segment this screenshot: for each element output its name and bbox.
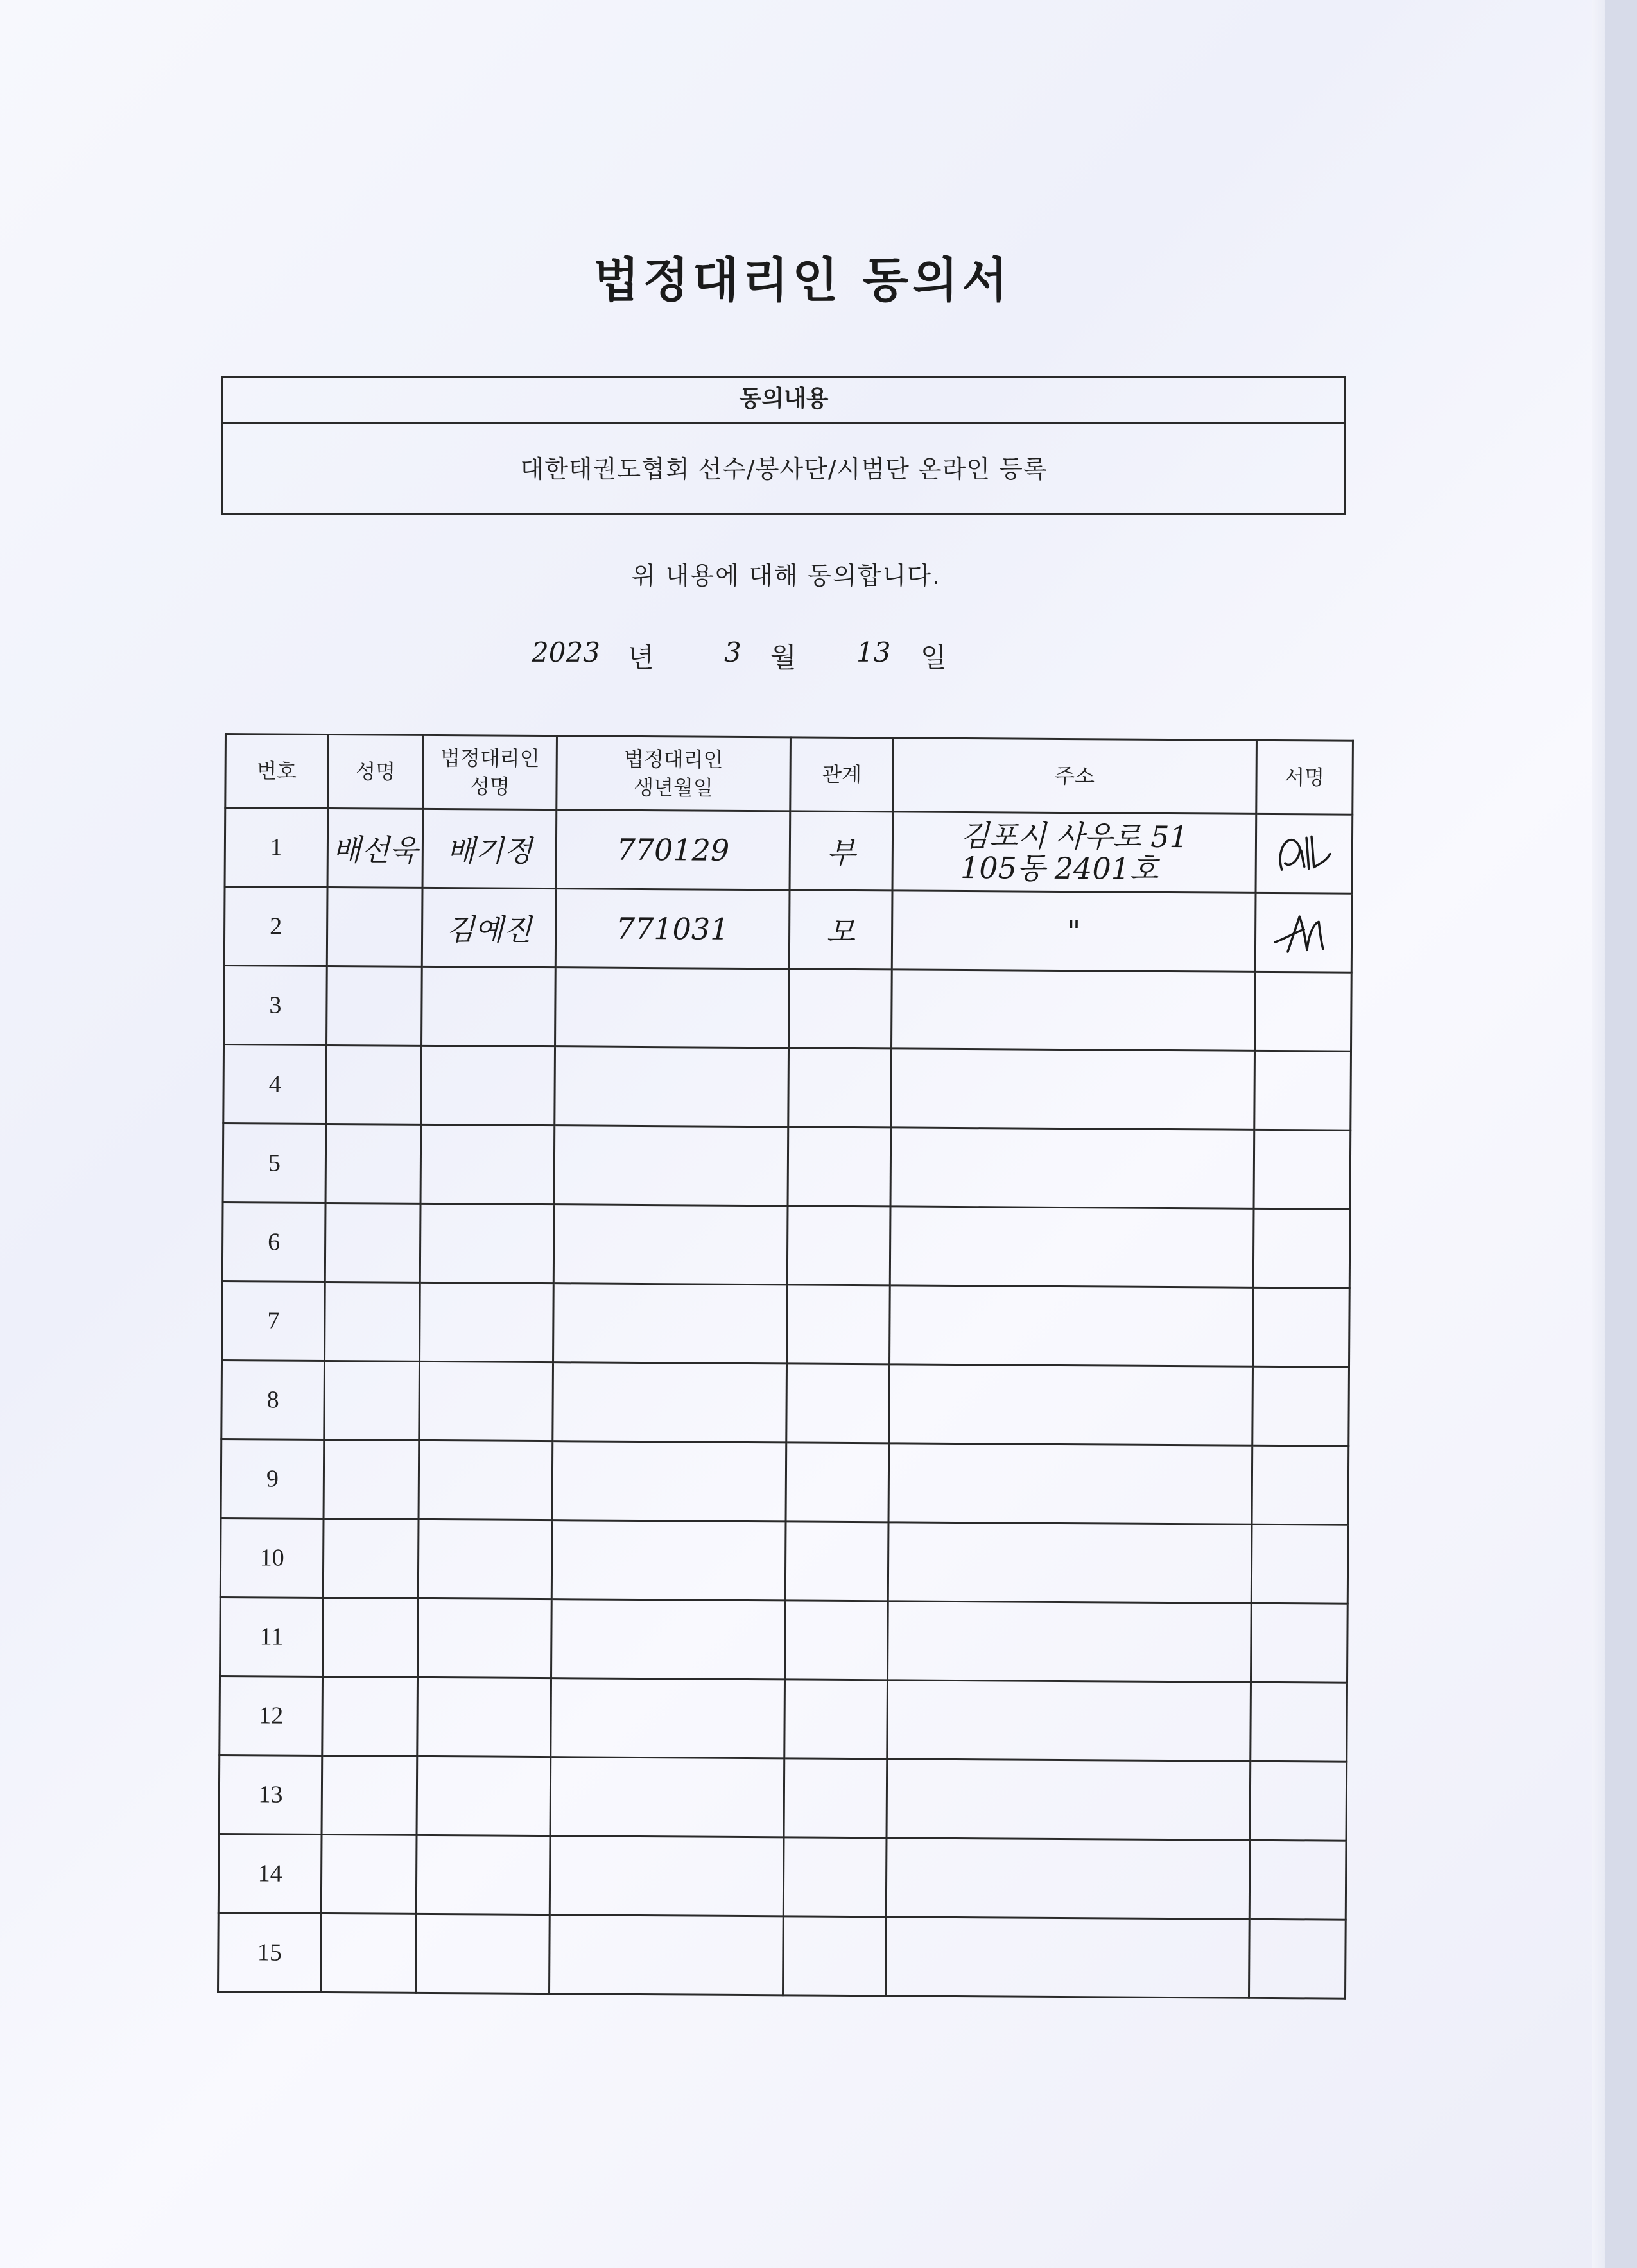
row-guardian-birth-cell	[550, 1757, 784, 1837]
table-row	[221, 1360, 1349, 1446]
row-signature-cell	[1250, 1761, 1347, 1841]
row-name-cell	[326, 1045, 422, 1124]
row-guardian-birth-cell	[550, 1836, 784, 1916]
col-number-header: 번호	[225, 734, 329, 809]
row-address: 김포시 사우로 51 105동 2401호	[960, 818, 1188, 886]
row-number: 8	[221, 1360, 325, 1439]
row-signature-cell	[1249, 1840, 1346, 1920]
row-guardian-name-cell	[421, 1045, 555, 1125]
row-signature-cell	[1251, 1524, 1348, 1604]
row-number: 4	[223, 1045, 327, 1124]
consent-content: 대한태권도협회 선수/봉사단/시범단 온라인 등록	[520, 455, 1048, 483]
row-address-cell	[890, 1128, 1254, 1208]
signature-stroke	[1274, 916, 1322, 952]
row-signature-cell	[1255, 893, 1352, 972]
handwritten-signature	[1269, 825, 1340, 883]
date-year: 2023	[532, 637, 600, 668]
row-signature-cell	[1251, 1682, 1347, 1762]
row-name-cell	[323, 1597, 419, 1677]
row-number: 1	[225, 808, 328, 888]
row-name-cell	[321, 1834, 417, 1914]
col-guardian-name-header: 법정대리인 성명	[423, 735, 557, 809]
row-address-cell	[886, 1838, 1250, 1919]
table-row	[220, 1597, 1348, 1683]
row-guardian-birth-cell	[551, 1520, 786, 1601]
row-relation-cell	[790, 811, 893, 891]
row-guardian-name-cell	[417, 1756, 551, 1835]
row-guardian-birth-cell	[552, 1441, 786, 1522]
row-relation-cell	[786, 1364, 890, 1443]
date-month-unit: 월	[770, 642, 797, 673]
row-relation-cell	[787, 1285, 890, 1364]
row-address-cell	[887, 1759, 1251, 1840]
row-number: 12	[220, 1676, 323, 1755]
row-guardian-name-cell	[418, 1519, 552, 1599]
row-relation: 모	[826, 914, 856, 950]
row-signature-cell	[1251, 1603, 1347, 1683]
table-row	[223, 1123, 1351, 1209]
table-row	[218, 1834, 1346, 1920]
row-number: 3	[224, 966, 327, 1045]
row-guardian-birth-cell	[555, 1047, 789, 1127]
row-address: "	[1066, 914, 1081, 949]
row-guardian-name-cell	[420, 1124, 555, 1204]
scanner-edge	[1605, 0, 1637, 2268]
table-row	[221, 1439, 1349, 1525]
row-signature-cell	[1254, 1051, 1351, 1130]
row-address-cell	[890, 1207, 1254, 1287]
row-guardian-birth-cell	[554, 1126, 788, 1206]
row-guardian-name-cell	[420, 1282, 554, 1362]
row-guardian-birth-cell	[551, 1599, 786, 1680]
row-name-cell	[324, 1361, 420, 1440]
row-guardian-name-cell	[422, 888, 556, 967]
row-name-cell	[323, 1518, 419, 1598]
row-guardian-name-cell	[419, 1440, 553, 1520]
table-row	[220, 1676, 1347, 1762]
row-address-cell	[888, 1522, 1252, 1603]
row-name-cell	[322, 1755, 417, 1835]
row-address-cell	[887, 1680, 1251, 1761]
table-row	[222, 1281, 1350, 1367]
row-guardian-name-cell	[422, 809, 557, 888]
row-address-cell	[890, 1285, 1254, 1366]
document-title: 법정대리인 동의서	[593, 253, 1012, 308]
row-guardian-birth-cell	[553, 1205, 788, 1285]
row-relation-cell	[789, 890, 892, 970]
row-guardian-name-cell	[416, 1914, 550, 1993]
row-signature-cell	[1252, 1287, 1349, 1367]
row-address-cell	[892, 812, 1256, 893]
row-name-cell	[324, 1439, 419, 1519]
row-relation-cell	[783, 1837, 887, 1917]
row-number: 15	[218, 1912, 322, 1992]
table-header-row	[225, 734, 1353, 815]
signature-stroke	[1280, 836, 1330, 870]
row-signature-cell	[1254, 1130, 1351, 1209]
row-signature-cell	[1252, 1366, 1349, 1446]
row-address-cell	[888, 1443, 1252, 1524]
col-name-header: 성명	[328, 734, 424, 809]
table-row	[219, 1755, 1347, 1841]
row-name-cell	[327, 966, 422, 1045]
row-guardian-birth-cell	[556, 810, 790, 890]
row-relation-cell	[784, 1680, 888, 1759]
consent-header: 동의내용	[223, 378, 1344, 424]
table-row	[218, 1912, 1346, 1998]
row-number: 6	[222, 1202, 325, 1282]
row-address-cell	[892, 970, 1256, 1051]
row-relation-cell	[785, 1522, 888, 1601]
row-name-cell	[327, 808, 423, 888]
row-address-cell	[888, 1601, 1252, 1682]
row-number: 5	[223, 1123, 326, 1203]
row-guardian-birth-cell	[553, 1362, 787, 1443]
date-year-unit: 년	[628, 642, 654, 673]
consent-box	[221, 376, 1346, 515]
row-guardian-name-cell	[422, 966, 556, 1046]
row-guardian-name: 배기정	[446, 833, 533, 868]
row-relation-cell	[788, 1127, 891, 1207]
date-day: 13	[856, 637, 891, 668]
row-signature-cell	[1249, 1919, 1346, 1998]
row-address-cell	[892, 891, 1256, 972]
row-number: 13	[219, 1755, 322, 1834]
row-signature-cell	[1252, 1445, 1349, 1525]
row-relation-cell	[789, 969, 892, 1049]
row-relation-cell	[786, 1443, 889, 1522]
handwritten-signature	[1268, 904, 1339, 962]
row-address-cell	[891, 1049, 1255, 1130]
row-guardian-name-cell	[420, 1203, 554, 1283]
row-name-cell	[325, 1203, 420, 1282]
row-name: 배선욱	[332, 832, 419, 868]
row-name-cell	[325, 1282, 420, 1361]
row-relation-cell	[787, 1206, 890, 1285]
date-day-unit: 일	[921, 642, 947, 673]
date-month: 3	[724, 637, 741, 668]
row-guardian-birth-cell	[553, 1284, 788, 1364]
row-name-cell	[322, 1676, 418, 1756]
row-relation-cell	[788, 1048, 892, 1128]
col-relation-header: 관계	[790, 737, 894, 812]
table-row	[224, 887, 1352, 973]
row-guardian-name-cell	[416, 1835, 550, 1914]
row-guardian-birth-cell	[550, 1915, 784, 1995]
row-guardian-birth-cell	[551, 1678, 785, 1758]
row-number: 2	[224, 887, 327, 966]
row-relation-cell	[784, 1758, 887, 1838]
row-address-cell	[885, 1917, 1249, 1998]
row-guardian-birth-cell	[555, 889, 790, 969]
col-signature-header: 서명	[1256, 740, 1353, 814]
row-number: 14	[218, 1834, 322, 1913]
row-guardian-name-cell	[417, 1677, 551, 1757]
row-guardian-name: 김예진	[446, 912, 532, 947]
row-relation-cell	[785, 1601, 888, 1680]
row-relation-cell	[783, 1916, 887, 1996]
row-name-cell	[325, 1124, 421, 1203]
table-row	[225, 808, 1353, 894]
row-relation: 부	[826, 835, 856, 871]
row-number: 9	[221, 1439, 324, 1518]
guardian-table	[217, 733, 1354, 2000]
row-guardian-name-cell	[419, 1361, 553, 1441]
row-name-cell	[321, 1913, 417, 1993]
row-signature-cell	[1255, 972, 1352, 1051]
row-guardian-birth-cell	[555, 968, 790, 1048]
row-name-cell	[327, 887, 422, 966]
table-row	[223, 1045, 1351, 1131]
row-number: 11	[220, 1597, 324, 1676]
row-guardian-name-cell	[418, 1598, 552, 1678]
row-guardian-birth: 770129	[616, 832, 730, 868]
row-guardian-birth: 771031	[616, 911, 729, 947]
agree-statement: 위 내용에 대해 동의합니다.	[631, 562, 942, 590]
col-guardian-birth-header: 법정대리인 생년월일	[557, 736, 791, 811]
row-address-cell	[889, 1364, 1253, 1445]
table-row	[222, 1202, 1350, 1288]
col-address-header: 주소	[893, 738, 1257, 814]
row-number: 7	[222, 1281, 325, 1361]
row-signature-cell	[1253, 1208, 1350, 1288]
row-number: 10	[220, 1518, 324, 1597]
table-row	[220, 1518, 1348, 1604]
table-row	[224, 966, 1352, 1052]
row-signature-cell	[1256, 814, 1353, 893]
